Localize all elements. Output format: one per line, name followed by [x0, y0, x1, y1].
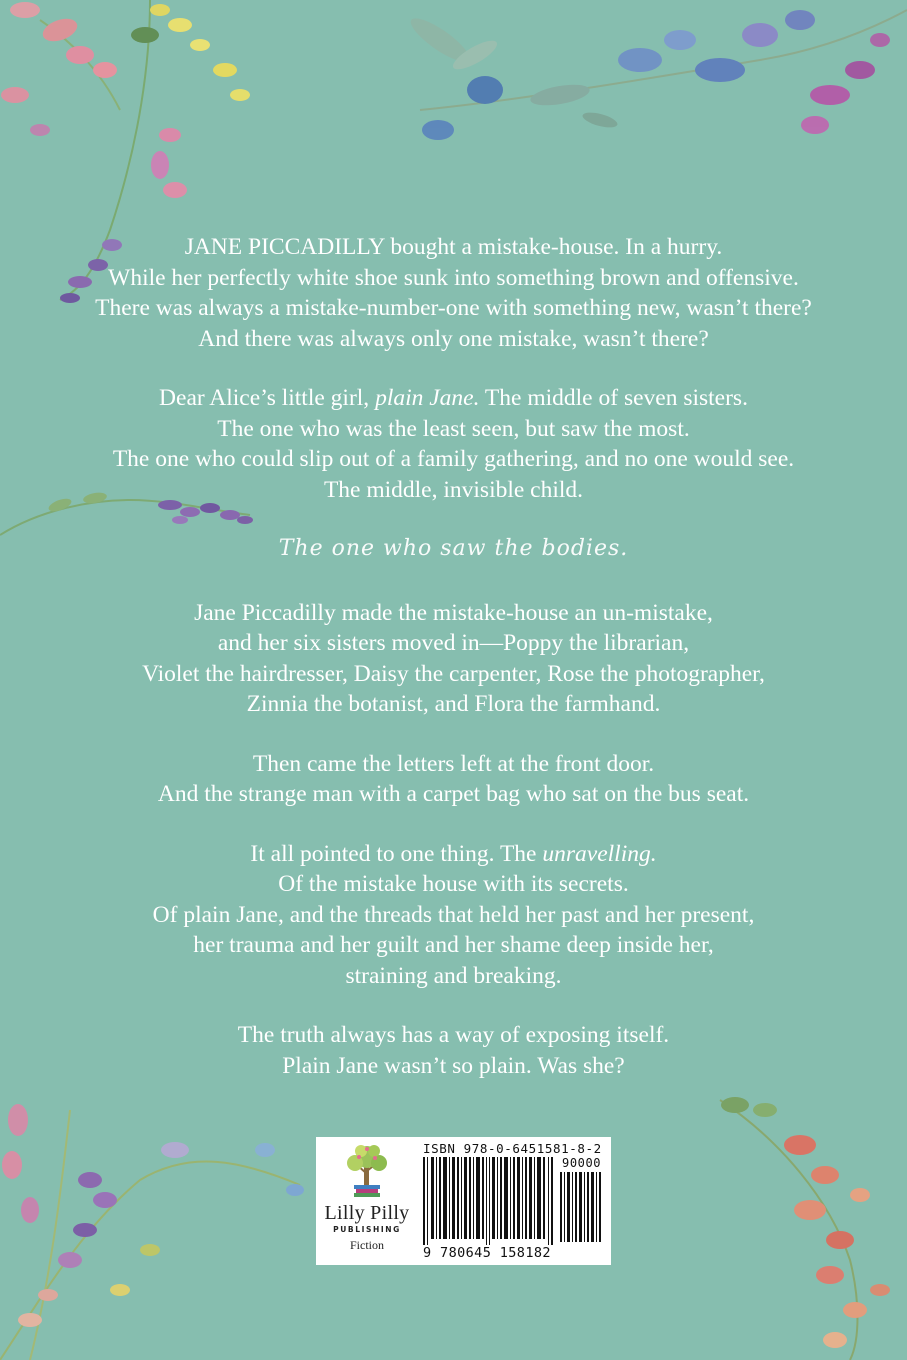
- blurb-line: Zinnia the botanist, and Flora the farmhand.: [246, 691, 661, 717]
- blurb-line: Of the mistake house with its secrets.: [278, 871, 629, 897]
- blurb-text: Dear Alice’s little girl,: [159, 385, 376, 411]
- paragraph-3: [60, 598, 847, 720]
- paragraph-1: [60, 232, 847, 354]
- isbn-label: ISBN 978-0-6451581-8-2: [423, 1141, 602, 1156]
- blurb-line: The one who was the least seen, but saw the most.: [217, 415, 690, 442]
- bottom-left-flowers-icon: [0, 1104, 304, 1360]
- price-code: 90000: [562, 1156, 602, 1170]
- blurb-text: It all pointed to one thing. The: [250, 840, 543, 867]
- barcode-digits: 9 780645 158182: [423, 1245, 551, 1261]
- blurb-line: The truth always has a way of exposing itself.: [237, 1022, 670, 1048]
- emphasis-text: unravelling.: [542, 840, 657, 867]
- back-cover-blurb: [60, 232, 847, 1110]
- blurb-text: The middle of seven sisters.: [479, 385, 748, 411]
- blurb-line: [60, 383, 847, 414]
- addon-barcode-icon: [560, 1172, 604, 1242]
- blurb-line: Of plain Jane, and the threads that held her past and her present,: [152, 901, 755, 928]
- tree-icon: [337, 1143, 397, 1201]
- blurb-line: Plain Jane wasn’t so plain. Was she?: [282, 1052, 625, 1079]
- tagline: The one who saw the bodies.: [278, 536, 629, 561]
- paragraph-5: [60, 839, 847, 992]
- blurb-line: her trauma and her guilt and her shame deep inside her,: [193, 932, 714, 958]
- top-right-flowers-icon: [406, 10, 907, 140]
- blurb-line: Jane Piccadilly made the mistake-house an un-mistake,: [194, 599, 713, 626]
- publisher-name: Lilly Pilly: [324, 1202, 410, 1224]
- blurb-line: Violet the hairdresser, Daisy the carpenter, Rose the photographer,: [142, 660, 765, 687]
- paragraph-6: [60, 1020, 847, 1081]
- blurb-line: JANE PICCADILLY bought a mistake-house. In a hurry.: [184, 234, 723, 260]
- emphasis-text: plain Jane.: [375, 385, 480, 411]
- blurb-line: There was always a mistake-number-one with something new, wasn’t there?: [95, 295, 812, 321]
- bottom-right-flowers-icon: [720, 1097, 890, 1360]
- blurb-line: And the strange man with a carpet bag who sat on the bus seat.: [157, 781, 750, 807]
- publisher-logo: [316, 1143, 418, 1261]
- blurb-line: [60, 839, 847, 870]
- blurb-line: And there was always only one mistake, wasn’t there?: [198, 325, 709, 352]
- paragraph-2: [60, 383, 847, 505]
- blurb-line: The middle, invisible child.: [323, 476, 584, 503]
- blurb-line: While her perfectly white shoe sunk into something brown and offensive.: [108, 264, 799, 291]
- publisher-imprint: PUBLISHING: [333, 1225, 401, 1234]
- genre-label: Fiction: [349, 1238, 384, 1252]
- paragraph-4: [60, 749, 847, 810]
- blurb-line: and her six sisters moved in—Poppy the librarian,: [217, 630, 690, 656]
- blurb-line: straining and breaking.: [345, 962, 562, 989]
- blurb-line: Then came the letters left at the front door.: [252, 750, 655, 777]
- blurb-line: The one who could slip out of a family gathering, and no one would see.: [112, 446, 795, 472]
- barcode-icon: [423, 1157, 555, 1245]
- barcode-panel: [316, 1137, 611, 1265]
